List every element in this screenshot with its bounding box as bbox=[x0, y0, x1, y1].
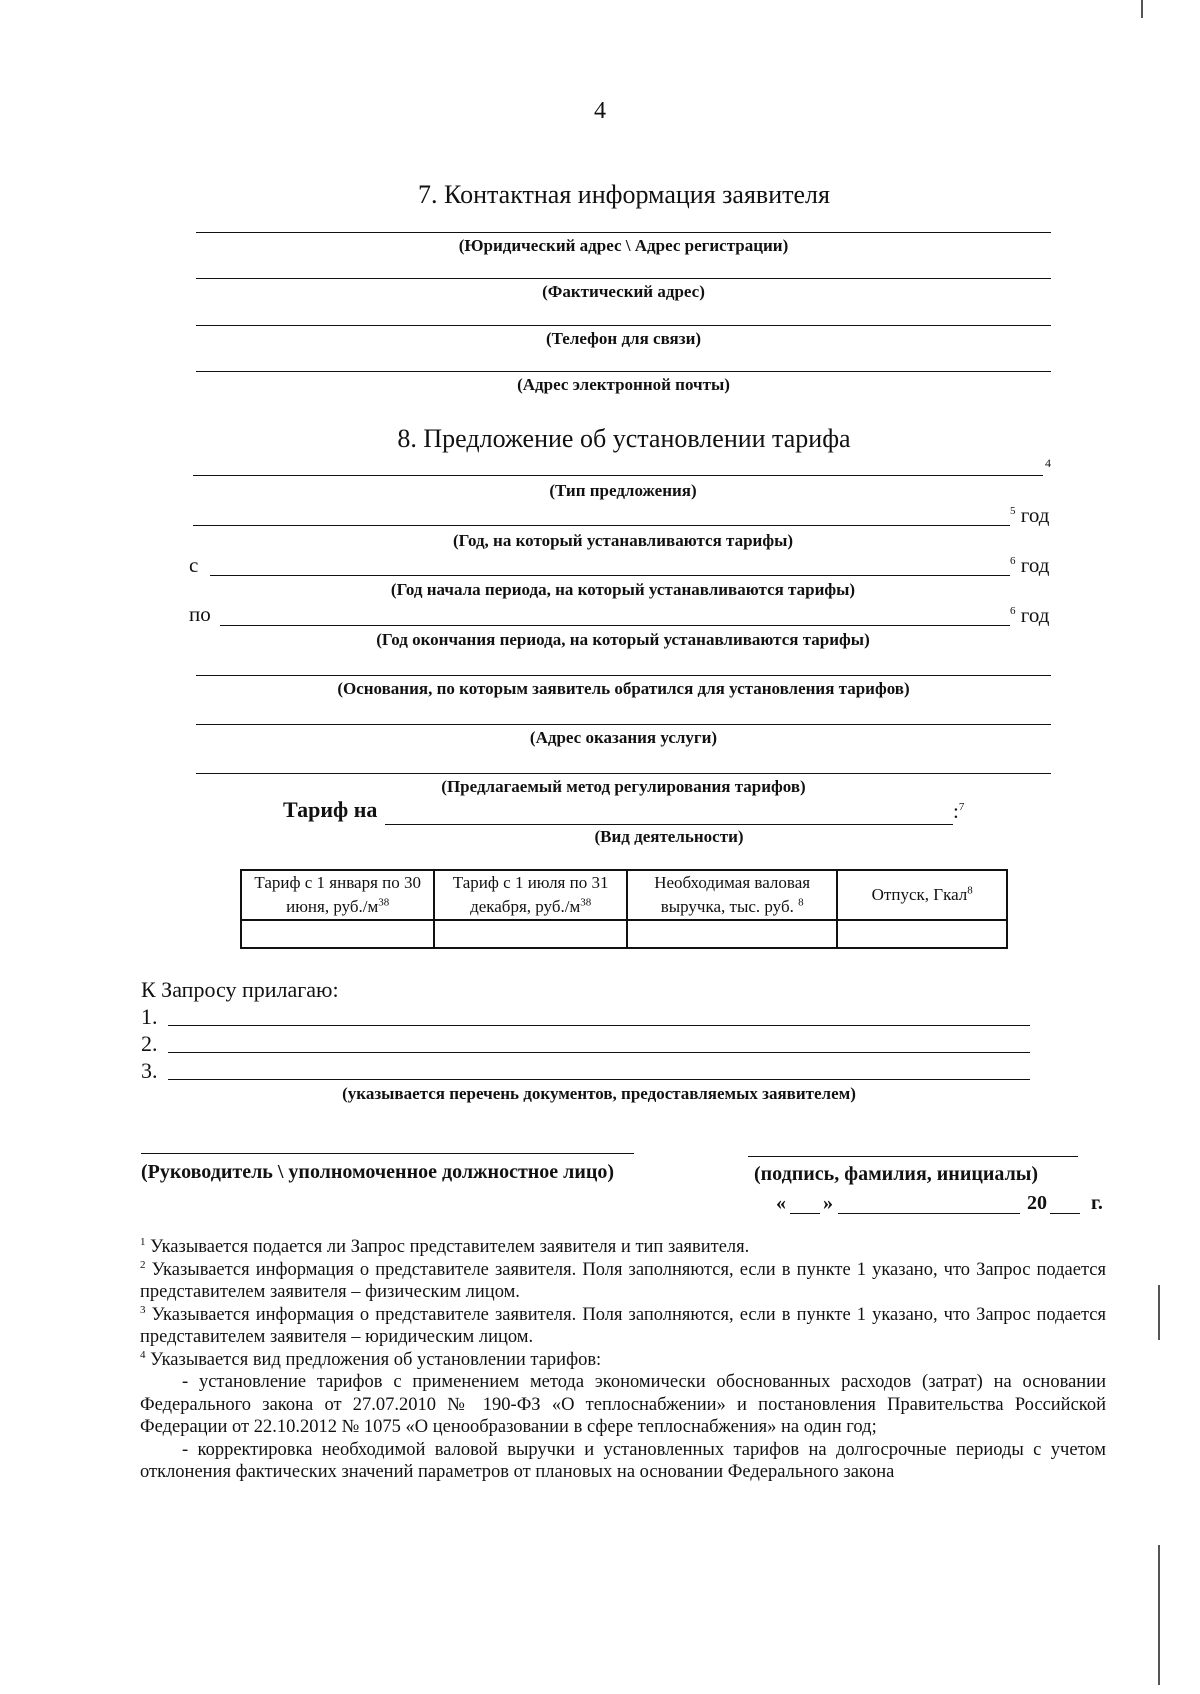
official-position-line[interactable] bbox=[141, 1153, 634, 1154]
page-number: 4 bbox=[594, 98, 606, 124]
service-address-caption: (Адрес оказания услуги) bbox=[529, 728, 718, 747]
table-header-cell: Тариф с 1 января по 30 июня, $руб./м^{38}$ bbox=[241, 870, 434, 920]
tariff-footnote-ref: 7 bbox=[958, 801, 965, 813]
section-7-title: 7. Контактная информация заявителя bbox=[418, 180, 830, 209]
footnote-4: $^4$ Указывается вид предложения об установлении тарифов: bbox=[140, 1348, 602, 1370]
period-start-prefix: с bbox=[189, 553, 199, 577]
attachment-line-3[interactable] bbox=[168, 1079, 1030, 1080]
table-cell-jan-jun[interactable] bbox=[241, 920, 434, 948]
email-line[interactable] bbox=[196, 371, 1051, 372]
legal-address-caption: (Юридический адрес \ Адрес регистрации) bbox=[458, 236, 789, 255]
period-start-caption: (Год начала периода, на который устанавливаются тарифы) bbox=[390, 580, 856, 599]
tariff-table bbox=[240, 869, 1008, 949]
table-cell-revenue[interactable] bbox=[627, 920, 838, 948]
period-start-footnote-ref: 6 bbox=[1010, 555, 1016, 567]
proposal-type-footnote-ref: 4 bbox=[1045, 456, 1051, 470]
attachment-number: 1. bbox=[141, 1004, 158, 1029]
email-caption: (Адрес электронной почты) bbox=[517, 375, 730, 394]
footnote-4-item-1: - установление тарифов с применением метода экономически обоснованных расходов (затрат) на основании Федерального закона от 27.07.2010 № 190-ФЗ «О теплоснабжении» и постановления Правительства Российской Федерации от 22.10.2012 № 1075 «О ценообразовании в сфере теплоснабжения» на один год; bbox=[140, 1372, 1106, 1437]
tariff-year-footnote-ref: 5 bbox=[1010, 505, 1016, 517]
grounds-caption: (Основания, по которым заявитель обратился для установления тарифов) bbox=[337, 679, 910, 698]
tariff-colon: : bbox=[953, 799, 959, 823]
tariff-year-word: год bbox=[1020, 503, 1050, 527]
scan-edge-line bbox=[1158, 1285, 1160, 1340]
date-month-line[interactable] bbox=[838, 1213, 1020, 1214]
tariff-year-label bbox=[1010, 503, 1049, 528]
period-end-year-word: год bbox=[1020, 603, 1050, 627]
tariff-for-label: Тариф на bbox=[283, 797, 378, 822]
period-end-label bbox=[1010, 603, 1049, 628]
attachment-line-2[interactable] bbox=[168, 1052, 1030, 1053]
service-address-line[interactable] bbox=[196, 724, 1051, 725]
table-header-row bbox=[241, 870, 1007, 920]
legal-address-line[interactable] bbox=[196, 232, 1051, 233]
regulation-method-line[interactable] bbox=[196, 773, 1051, 774]
scan-edge-line bbox=[1141, 0, 1143, 18]
proposal-type-caption: (Тип предложения) bbox=[549, 481, 697, 500]
footnote-3: $^3$ Указывается информация о представителе заявителя. Поля заполняются, если в пункте 1 указано, что Запрос подается представителем заявителя – юридическим лицом. bbox=[140, 1303, 1106, 1347]
signature-line[interactable] bbox=[748, 1156, 1078, 1157]
date-year-line[interactable] bbox=[1050, 1213, 1080, 1214]
grounds-line[interactable] bbox=[196, 675, 1051, 676]
period-end-line[interactable] bbox=[220, 625, 1010, 626]
table-cell-supply[interactable] bbox=[837, 920, 1007, 948]
official-position-caption: (Руководитель \ уполномоченное должностное лицо) bbox=[141, 1161, 615, 1183]
period-start-line[interactable] bbox=[210, 575, 1010, 576]
footnote-2: $^2$ Указывается информация о представителе заявителя. Поля заполняются, если в пункте 1 указано, что Запрос подается представителем заявителя – физическим лицом. bbox=[140, 1258, 1106, 1302]
phone-caption: (Телефон для связи) bbox=[545, 329, 702, 348]
activity-type-caption: (Вид деятельности) bbox=[594, 827, 744, 846]
date-day-line[interactable] bbox=[790, 1213, 820, 1214]
scan-edge-line bbox=[1158, 1545, 1160, 1685]
period-end-footnote-ref: 6 bbox=[1010, 605, 1016, 617]
phone-line[interactable] bbox=[196, 325, 1051, 326]
proposal-type-line[interactable] bbox=[193, 475, 1043, 476]
period-end-prefix: по bbox=[189, 602, 211, 626]
regulation-method-caption: (Предлагаемый метод регулирования тарифов) bbox=[441, 777, 806, 796]
period-end-caption: (Год окончания периода, на который устанавливаются тарифы) bbox=[376, 630, 870, 649]
date-close-quote: » bbox=[823, 1192, 833, 1214]
tariff-for-suffix bbox=[953, 799, 964, 824]
table-header-cell: Необходимая валовая выручка, тыс. руб. $^8$ bbox=[627, 870, 838, 920]
activity-type-line[interactable] bbox=[385, 824, 953, 825]
date-year-suffix: г. bbox=[1091, 1192, 1103, 1214]
section-8-title: 8. Предложение об установлении тарифа bbox=[397, 424, 851, 453]
table-header-cell: Отпуск, Гкал$^8$ bbox=[837, 870, 1007, 920]
period-start-year-word: год bbox=[1020, 553, 1050, 577]
date-year-prefix: 20 bbox=[1027, 1192, 1047, 1214]
tariff-year-caption: (Год, на который устанавливаются тарифы) bbox=[452, 531, 794, 550]
attachment-number: 3. bbox=[141, 1058, 158, 1083]
table-row bbox=[241, 920, 1007, 948]
actual-address-line[interactable] bbox=[196, 278, 1051, 279]
footnote-1: $^1$ Указывается подается ли Запрос представителем заявителя и тип заявителя. bbox=[140, 1235, 750, 1257]
table-header-cell: Тариф с 1 июля по 31 декабря, $руб./м^{38}$ bbox=[434, 870, 626, 920]
date-open-quote: « bbox=[776, 1192, 786, 1214]
attachments-caption: (указывается перечень документов, предоставляемых заявителем) bbox=[342, 1084, 856, 1103]
actual-address-caption: (Фактический адрес) bbox=[542, 282, 705, 301]
signature-caption: (подпись, фамилия, инициалы) bbox=[754, 1163, 1039, 1185]
period-start-label bbox=[1010, 553, 1049, 578]
attachment-number: 2. bbox=[141, 1031, 158, 1056]
attachment-line-1[interactable] bbox=[168, 1025, 1030, 1026]
footnotes bbox=[140, 1236, 1106, 1484]
tariff-year-line[interactable] bbox=[193, 525, 1010, 526]
attachments-title: К Запросу прилагаю: bbox=[141, 977, 339, 1002]
table-cell-jul-dec[interactable] bbox=[434, 920, 626, 948]
footnote-4-item-2: - корректировка необходимой валовой выручки и установленных тарифов на долгосрочные периоды с учетом отклонения фактических значений параметров от плановых на основании Федерального закона bbox=[140, 1439, 1106, 1482]
